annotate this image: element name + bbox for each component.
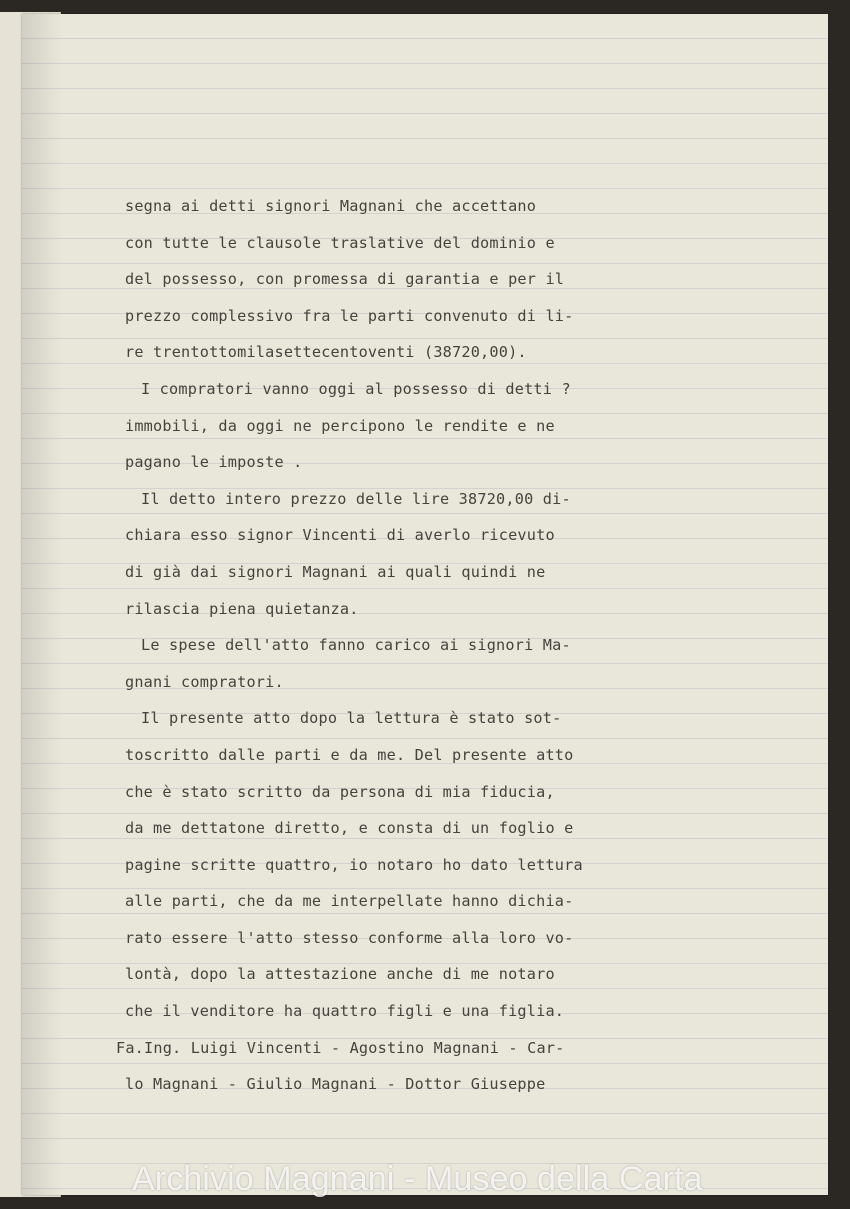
text-line: immobili, da oggi ne percipono le rendite e ne <box>125 416 555 435</box>
archive-watermark: Archivio Magnani - Museo della Carta <box>132 1160 703 1198</box>
text-line: Le spese dell'atto fanno carico ai signori Ma- <box>141 636 571 655</box>
text-line: del possesso, con promessa di garantia e per il <box>125 270 565 289</box>
text-line: pagine scritte quattro, io notaro ho dato lettura <box>125 855 583 874</box>
text-line: segna ai detti signori Magnani che accettano <box>125 197 537 215</box>
text-line: prezzo complessivo fra le parti convenuto di li- <box>125 306 574 325</box>
text-line: gnani compratori. <box>125 672 284 691</box>
text-line: chiara esso signor Vincenti di averlo ricevuto <box>125 526 555 545</box>
text-line: Il presente atto dopo la lettura è stato sot- <box>141 709 562 728</box>
text-line: lontà, dopo la attestazione anche di me notaro <box>125 965 555 984</box>
text-line: toscritto dalle parti e da me. Del presente atto <box>125 745 574 764</box>
typewritten-text <box>116 188 665 1103</box>
text-line: I compratori vanno oggi al possesso di detti ? <box>141 379 571 398</box>
text-line: che il venditore ha quattro figli e una figlia. <box>125 1002 565 1021</box>
text-line: con tutte le clausole traslative del dominio e <box>125 233 555 252</box>
text-line: da me dettatone diretto, e consta di un foglio e <box>125 819 574 838</box>
text-line: alle parti, che da me interpellate hanno dichia- <box>125 892 574 911</box>
text-line: rato essere l'atto stesso conforme alla loro vo- <box>125 928 574 947</box>
text-line: che è stato scritto da persona di mia fiducia, <box>125 782 555 801</box>
page-fold-shadow <box>22 14 62 1195</box>
text-line: re trentottomilasettecentoventi (38720,00). <box>125 343 527 362</box>
text-line: di già dai signori Magnani ai quali quindi ne <box>125 562 546 581</box>
text-line: pagano le imposte . <box>125 453 303 472</box>
text-line: rilascia piena quietanza. <box>125 599 359 618</box>
text-line: Il detto intero prezzo delle lire 38720,00 di- <box>141 489 571 508</box>
signature-line: Fa.Ing. Luigi Vincenti - Agostino Magnani - Car- <box>116 1038 565 1057</box>
signature-line: lo Magnani - Giulio Magnani - Dottor Giuseppe <box>125 1075 546 1094</box>
